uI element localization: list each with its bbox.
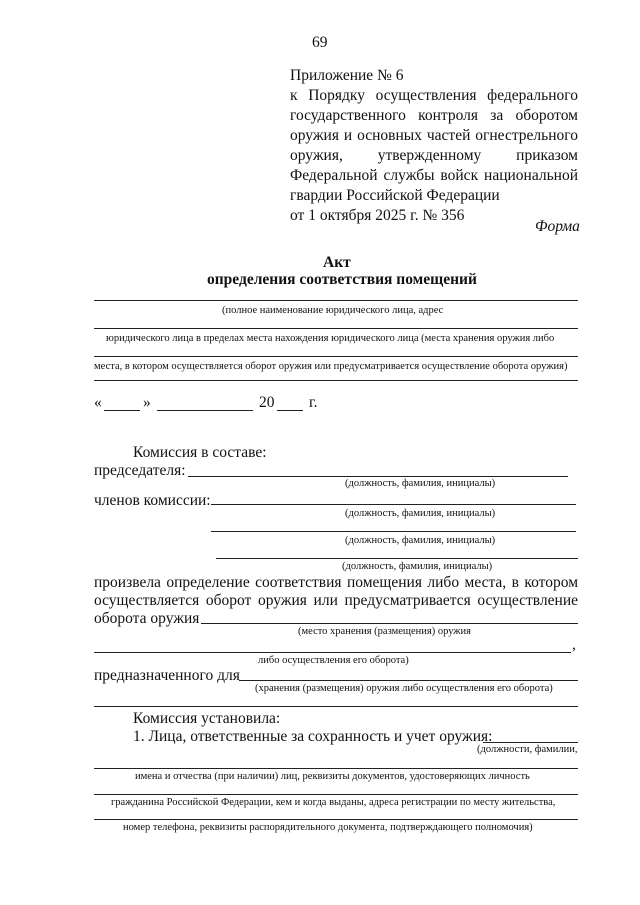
caption-purpose: (хранения (размещения) оружия либо осуществления его оборота) [255, 683, 553, 694]
storage-field[interactable] [201, 623, 578, 624]
date-open-quote: « [94, 394, 102, 411]
storage-field-2[interactable] [94, 652, 571, 653]
intended-label: предназначенного для [94, 667, 240, 684]
act-subtitle: определения соответствия помещений [207, 271, 477, 288]
paragraph-line-1: произвела определение соответствия помещения либо места, в котором [94, 574, 578, 591]
responsible-field-4[interactable] [94, 819, 578, 820]
date-year-prefix: 20 [259, 394, 275, 411]
date-day-field[interactable] [104, 410, 140, 411]
caption-resp-4: номер телефона, реквизиты распорядительного документа, подтверждающего полномочия) [123, 822, 533, 833]
member-field-3[interactable] [216, 558, 578, 559]
commission-label: Комиссия в составе: [133, 444, 267, 461]
date-month-field[interactable] [157, 410, 253, 411]
caption-position-2: (должность, фамилия, инициалы) [345, 508, 496, 519]
date-year-suffix: г. [309, 394, 318, 411]
responsible-field-2[interactable] [94, 768, 578, 769]
org-line-1 [94, 300, 578, 301]
intended-field[interactable] [239, 680, 578, 681]
paragraph-line-2: осуществляется оборот оружия или предусматривается осуществление [94, 592, 578, 609]
act-title: Акт [323, 254, 351, 271]
members-label: членов комиссии: [94, 492, 211, 509]
org-line-2 [94, 328, 578, 329]
member-field-2[interactable] [211, 531, 576, 532]
appendix-line-6: гвардии Российской Федерации [290, 187, 500, 204]
caption-org-3: места, в котором осуществляется оборот оружия или предусматривается осуществление оборота оружия) [94, 361, 568, 372]
caption-storage: (место хранения (размещения) оружия [298, 626, 472, 637]
paragraph-line-3: оборота оружия [94, 610, 200, 627]
caption-org-2: юридического лица в пределах места нахождения юридического лица (места хранения оружия либо [106, 333, 555, 344]
item-1: 1. Лица, ответственные за сохранность и учет оружия: [133, 728, 493, 745]
appendix-line-5: Федеральной службы войск национальной [290, 167, 578, 184]
appendix-line-1: к Порядку осуществления федерального [290, 87, 578, 104]
caption-position-4: (должность, фамилия, инициалы) [342, 561, 493, 572]
appendix-line-7: от 1 октября 2025 г. № 356 [290, 207, 465, 224]
intended-field-2[interactable] [94, 706, 578, 707]
chairman-field[interactable] [188, 476, 568, 477]
date-year-field[interactable] [277, 410, 303, 411]
caption-position-3: (должность, фамилия, инициалы) [345, 535, 496, 546]
appendix-line-2: государственного контроля за оборотом [290, 107, 578, 124]
appendix-title: Приложение № 6 [290, 67, 404, 84]
page-number: 69 [312, 34, 328, 51]
org-line-3 [94, 356, 578, 357]
member-field-1[interactable] [211, 504, 576, 505]
date-close-quote: » [143, 394, 151, 411]
caption-resp-1: (должности, фамилии, [477, 744, 578, 755]
appendix-line-3: оружия и основных частей огнестрельного [290, 127, 578, 144]
chairman-label: председателя: [94, 462, 186, 479]
caption-resp-2: имена и отчества (при наличии) лиц, реквизиты документов, удостоверяющих личность [135, 771, 530, 782]
caption-org-1: (полное наименование юридического лица, адрес [222, 305, 444, 316]
appendix-line-4: оружия, утвержденному приказом [290, 147, 578, 164]
established-label: Комиссия установила: [133, 710, 281, 727]
responsible-field[interactable] [483, 742, 578, 743]
comma: , [572, 636, 576, 653]
responsible-field-3[interactable] [94, 794, 578, 795]
caption-resp-3: гражданина Российской Федерации, кем и когда выданы, адреса регистрации по месту жительства, [111, 797, 556, 808]
caption-storage-2: либо осуществления его оборота) [258, 655, 409, 666]
org-line-4 [94, 380, 578, 381]
form-label: Форма [535, 218, 580, 235]
caption-position-1: (должность, фамилия, инициалы) [345, 478, 496, 489]
